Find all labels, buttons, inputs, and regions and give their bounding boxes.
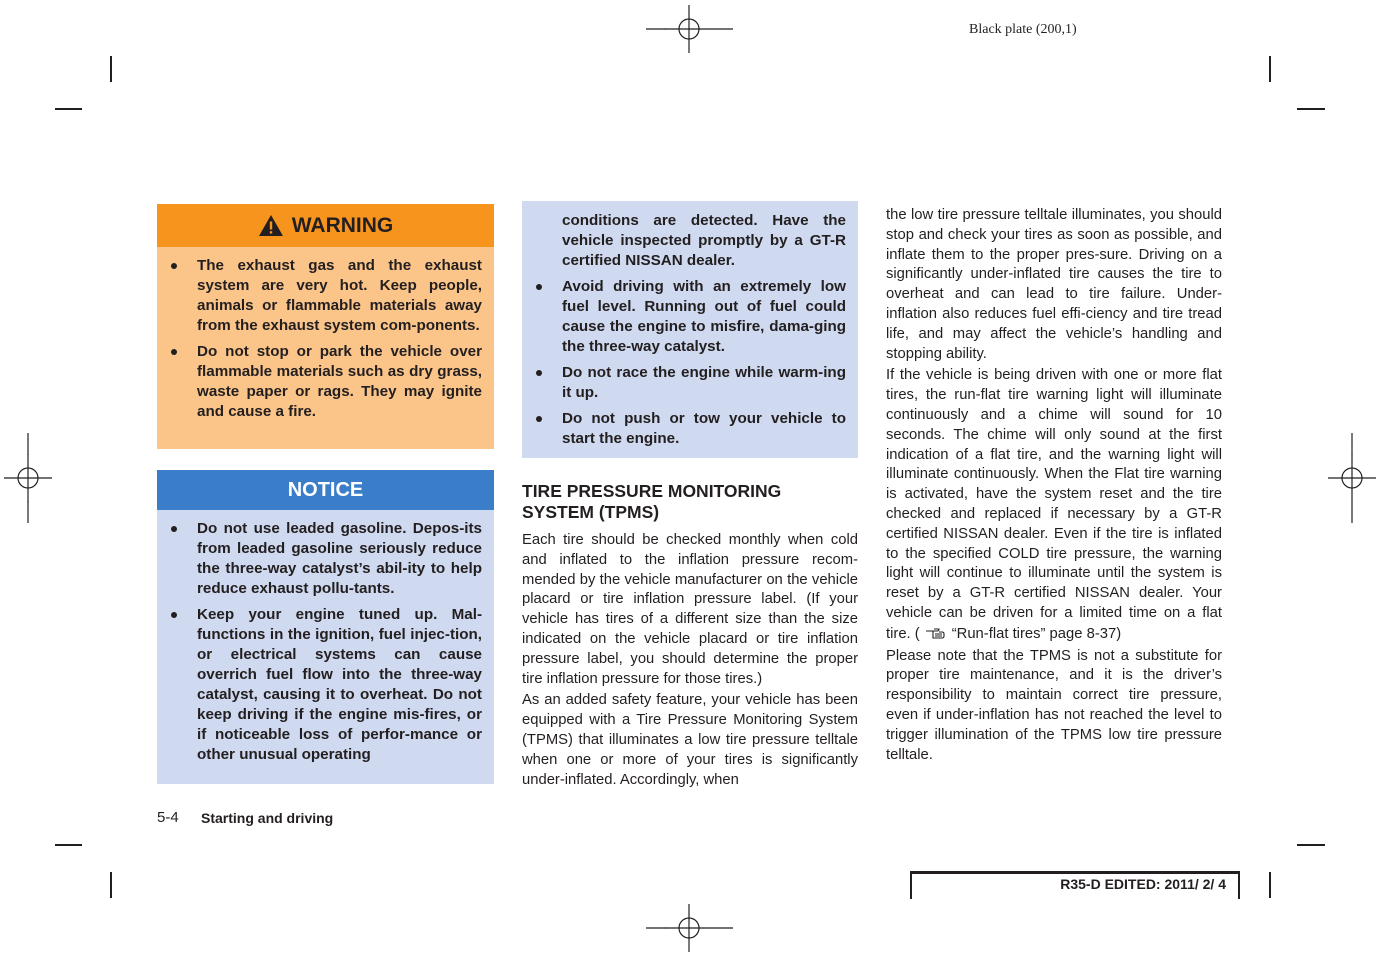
- notice-body: [157, 510, 494, 784]
- pointing-hand-reference-icon: [924, 624, 948, 640]
- crop-mark: [110, 56, 112, 82]
- plate-label: Black plate (200,1): [969, 22, 1077, 37]
- section-heading-line: SYSTEM (TPMS): [522, 502, 660, 522]
- warning-item-text: Do not stop or park the vehicle over flammable materials such as dry grass, waste paper or rags. They may ignite and cause a fire.: [197, 343, 482, 420]
- section-heading-line: TIRE PRESSURE MONITORING: [522, 481, 782, 501]
- bullet-icon: [171, 349, 177, 355]
- registration-mark-icon: [1328, 501, 1376, 523]
- crop-mark: [55, 844, 82, 846]
- paragraph: As an added safety feature, your vehicle has been equipped with a Tire Pressure Monitoring System (TPMS) that illuminates a low tire pressure telltale when one or more of your tires is significantly under-inflated. Accordingly, when: [522, 692, 858, 788]
- page-reference-link[interactable]: “Run-flat tires” page 8-37): [951, 625, 1122, 642]
- crop-mark: [1297, 844, 1325, 846]
- registration-mark-icon: [1328, 433, 1376, 455]
- paragraph: Please note that the TPMS is not a substitute for proper tire maintenance, and it is the driver’s responsibility to maintain correct tire pressure, even if under-inflation has not reached the level to trigger illumination of the TPMS low tire pressure telltale.: [886, 647, 1222, 763]
- section-heading: [522, 481, 858, 523]
- registration-mark-icon: [4, 433, 52, 455]
- registration-mark-icon: [1328, 454, 1376, 502]
- registration-mark-icon: [646, 5, 666, 53]
- notice-item-text: Keep your engine tuned up. Mal-functions in the ignition, fuel injec-tion, or electrical systems can cause overrich fuel flow into the three-way catalyst, causing it to overheat. Do not keep driving if the engine mis-fires, or if noticeable loss of perfor-mance or other unusual operating: [197, 606, 482, 763]
- list-item: [522, 363, 858, 403]
- paragraph: Each tire should be checked monthly when cold and inflated to the inflation pressure recom-mended by the vehicle manufacturer on the vehicle placard or tire inflation pressure label. (If your vehicle has tires of a different size than the size indicated on the vehicle placard or tire inflation pressure label, you should determine the proper tire inflation pressure for those tires.): [522, 532, 858, 687]
- notice-item-text: Do not push or tow your vehicle to start the engine.: [562, 410, 846, 447]
- body-column-3: [886, 206, 1222, 767]
- warning-header: [157, 204, 494, 247]
- chapter-title: Starting and driving: [201, 810, 334, 826]
- crop-mark: [1269, 56, 1271, 82]
- list-item: [522, 277, 858, 357]
- crop-mark: [1269, 872, 1271, 898]
- edited-stamp: R35-D EDITED: 2011/ 2/ 4: [910, 871, 1240, 899]
- paragraph-text: If the vehicle is being driven with one or more flat tires, the run-flat tire warning light will illuminate continuously and a chime will sound for 10 seconds. The chime will only sound at the first indication of a flat tire, and the warning light will illuminate continuously. When the Flat tire warning is activated, have the system reset and the tire checked and replaced if necessary by a GT-R certified NISSAN dealer. Even if the tire is inflated to the specified COLD tire pressure, the warning light will continue to illuminate until the system is reset by a GT-R certified NISSAN dealer. Your vehicle can be driven for a limited time on a flat tire. (: [886, 367, 1222, 642]
- list-item: [157, 342, 494, 422]
- bullet-icon: [536, 416, 542, 422]
- registration-mark-icon: [713, 5, 733, 53]
- notice-item-text: Do not use leaded gasoline. Depos-its from leaded gasoline seriously reduce the three-way catalyst’s abil-ity to help reduce exhaust pollu-tants.: [197, 520, 482, 597]
- notice-continued-box: [522, 201, 858, 458]
- warning-triangle-icon: [258, 214, 284, 237]
- notice-item-text: Do not race the engine while warm-ing it up.: [562, 364, 846, 401]
- notice-item-text: Avoid driving with an extremely low fuel level. Running out of fuel could cause the engine to misfire, dama-ging the three-way catalyst.: [562, 278, 846, 355]
- warning-item-text: The exhaust gas and the exhaust system are very hot. Keep people, animals or flammable materials away from the exhaust system com-ponents.: [197, 257, 482, 334]
- list-item: [157, 605, 494, 765]
- list-item: [522, 409, 858, 449]
- crop-mark: [1297, 108, 1325, 110]
- paragraph: the low tire pressure telltale illuminates, you should stop and check your tires as soon as possible, and inflate them to the proper pres-sure. Driving on a significantly under-inflated tire causes the tire to overheat and can lead to tire failure. Under-inflation also reduces fuel effi-ciency and tire tread life, and may affect the vehicle’s handling and stopping ability.: [886, 207, 1222, 362]
- bullet-icon: [536, 370, 542, 376]
- list-item: [157, 256, 494, 336]
- warning-title: WARNING: [291, 213, 394, 237]
- bullet-icon: [536, 284, 542, 290]
- registration-mark-icon: [4, 501, 52, 523]
- bullet-icon: [171, 612, 177, 618]
- registration-mark-icon: [713, 904, 733, 952]
- page-number: 5-4: [157, 809, 179, 826]
- registration-mark-icon: [4, 454, 52, 502]
- list-item: [157, 519, 494, 599]
- notice-title: NOTICE: [287, 478, 364, 501]
- bullet-icon: [171, 263, 177, 269]
- bullet-icon: [171, 526, 177, 532]
- registration-mark-icon: [665, 904, 713, 952]
- warning-body: [157, 247, 494, 449]
- notice-header: [157, 470, 494, 510]
- notice-continued-text: conditions are detected. Have the vehicle inspected promptly by a GT-R certified NISSAN dealer.: [562, 212, 846, 269]
- paragraph: [886, 366, 1222, 644]
- registration-mark-icon: [646, 904, 666, 952]
- body-column-2: [522, 531, 858, 792]
- crop-mark: [110, 872, 112, 898]
- registration-mark-icon: [665, 5, 713, 53]
- crop-mark: [55, 108, 82, 110]
